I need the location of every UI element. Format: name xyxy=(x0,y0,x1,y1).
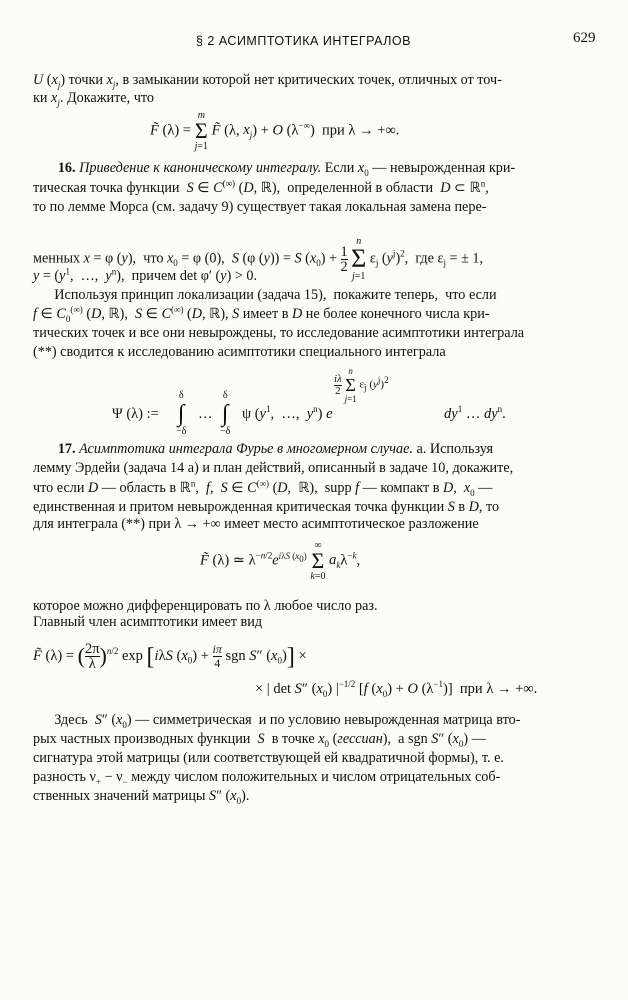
page-number: 629 xyxy=(573,30,596,46)
formula-main-term-line1: F̃ (λ) = ( $\frac{2\pi}{\lambda}$ )$^{n/2}$ exp [iλS $(x_0)$ + $\frac{i\pi}{4}$ sgn S″ $(x_0)$] × xyxy=(33,641,307,672)
text-line: лемму Эрдейи (задача 14 а) и план действий, описанный в задаче 10, докажите, xyxy=(33,460,514,476)
problem-16-number: 16. xyxy=(57,160,76,176)
text-line: f ∈ $C_0^{(\infty)}$ (D, ℝ), S ∈ C(∞) (D, ℝ), S имеет в D не более конечного числа кри- xyxy=(33,304,490,324)
running-header: § 2 АСИМПТОТИКА ИНТЕГРАЛОВ xyxy=(196,34,411,48)
text-line: что если D — область в ℝ$^n$, f, S ∈ C(∞) (D, ℝ), supp f — компакт в D, $x_0$ — xyxy=(33,478,493,498)
text-line: то по лемме Морса (см. задачу 9) существует такая локальная замена пере- xyxy=(33,199,487,215)
formula-asymptotic-expansion: F̃ (λ) ≃ $\lambda^{-n/2}e^{i\lambda S (x_0)}$ ∞ Σ k=0 $a_k\lambda^{-k}$, xyxy=(200,540,361,582)
problem-16-title: Приведение к каноническому интегралу. xyxy=(79,160,322,176)
formula-sum-localization: F̃ (λ) = m Σ j=1 F̃ (λ, $x_j) + O$ (λ−∞) при λ → +∞. xyxy=(150,110,400,152)
text-line: которое можно дифференцировать по λ любое число раз. xyxy=(33,598,378,614)
text-line: рых частных производных функции S в точке $x_0$ (гессиан), а sgn S″ $(x_0)$ — xyxy=(33,731,486,749)
text-line: $y = (y^1$, …, $y^n$), причем det φ′ (y) > 0. xyxy=(33,266,258,284)
problem-17-line-1: 17. Асимптотика интеграла Фурье в многомерном случае. а. Используя xyxy=(57,441,494,457)
text-line: U $(x_j)$ точки $x_j$, в замыкании которой нет критических точек, отличных от точ- xyxy=(33,72,502,90)
text-line: тических точек и все они невырождены, то исследование асимптотики интеграла xyxy=(33,325,525,341)
text-line: единственная и притом невырожденная критическая точка функции S в D, то xyxy=(33,499,500,515)
text-line: (**) сводится к исследованию асимптотики специального интеграла xyxy=(33,344,446,360)
text-line-morse-formula: менных x = φ (y), что $x_0 = \varphi$ (0), S (φ (y)) = S $(x_0)$ + $\frac{1}{2}$ n Σ j=1 $\varepsilon_j$ $(y^j)^2$, где $\varepsilon_j$ = ± 1, xyxy=(33,236,484,282)
text-line: тическая точка функции S ∈ C(∞) (D, ℝ), определенной в области D ⊂ ℝ$^n$, xyxy=(33,178,489,196)
text-line: ственных значений матрицы S″ $(x_0)$. xyxy=(33,788,250,806)
text-line: разность $\nu_+ - \nu_-$ между числом положительных и числом отрицательных соб- xyxy=(33,769,501,787)
text-line: Используя принцип локализации (задача 15), покажите теперь, что если xyxy=(33,287,497,303)
text-line: Главный член асимптотики имеет вид xyxy=(33,614,263,630)
formula-main-term-line2: × | det S″ $(x_0)$ $|^{-1/2}$ [f $(x_0) + O$ $(\lambda^{-1})$] при λ → +∞. xyxy=(255,679,538,699)
text-line: для интеграла (**) при λ → +∞ имеет место асимптотическое разложение xyxy=(33,516,479,532)
text-line: ки $x_j$. Докажите, что xyxy=(33,90,154,108)
text-line: Здесь S″ $(x_0)$ — симметрическая и по условию невырожденная матрица вто- xyxy=(33,712,521,730)
text-line: сигнатура этой матрицы (или соответствующей ей квадратичной формы), т. е. xyxy=(33,750,504,766)
problem-16-line-1: 16. Приведение к каноническому интегралу. Если $x_0$ — невырожденная кри- xyxy=(57,160,516,178)
problem-17-number: 17. xyxy=(57,441,76,457)
problem-17-title: Асимптотика интеграла Фурье в многомерном случае. xyxy=(79,441,413,457)
